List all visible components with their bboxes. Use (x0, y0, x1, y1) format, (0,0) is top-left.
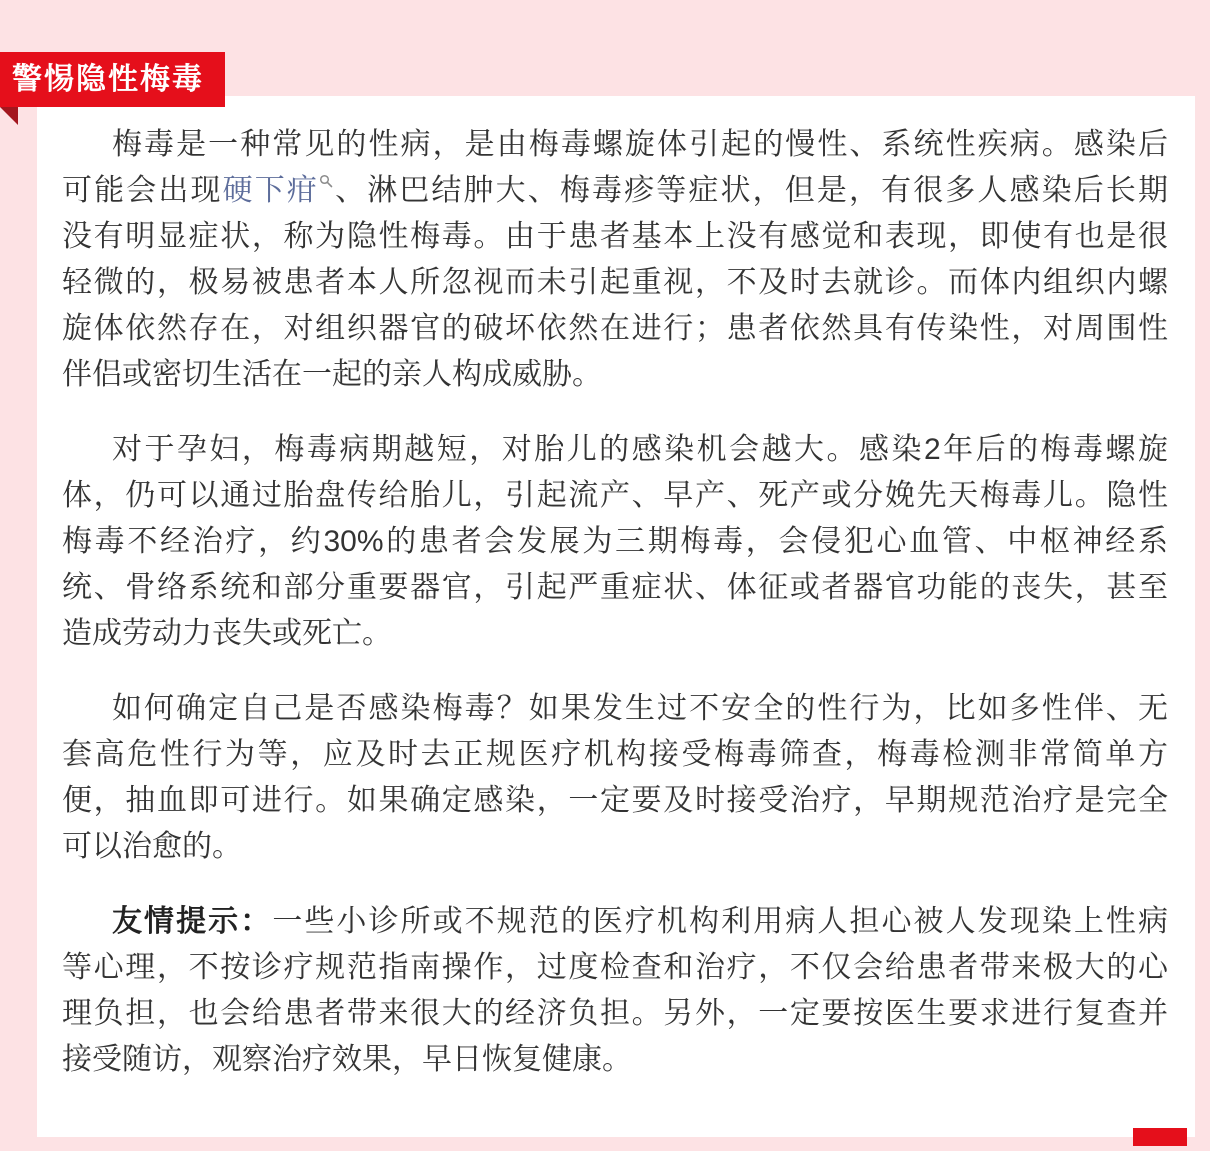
text-line: 接受随访，观察治疗效果，早日恢复健康。 (62, 1043, 632, 1076)
text-line: 体，仍可以通过胎盘传给胎儿，引起流产、早产、死产或分娩先天梅毒儿。隐性 (62, 479, 1168, 512)
term-link-chancre[interactable]: 硬下疳 (222, 174, 319, 207)
corner-accent-bar (1133, 1128, 1187, 1146)
tip-label: 友情提示： (112, 905, 273, 938)
text-line (62, 899, 1168, 945)
text-segment: 一些小诊所或不规范的医疗机构利用病人担心被人发现染上性病 (272, 905, 1168, 938)
text-line: 轻微的，极易被患者本人所忽视而未引起重视，不及时去就诊。而体内组织内螺 (62, 266, 1168, 299)
text-line: 对于孕妇，梅毒病期越短，对胎儿的感染机会越大。感染2年后的梅毒螺旋 (112, 433, 1168, 466)
section-title-tab (0, 52, 225, 107)
text-line: 梅毒不经治疗，约30%的患者会发展为三期梅毒，会侵犯心血管、中枢神经系 (62, 525, 1168, 558)
text-line: 如何确定自己是否感染梅毒？如果发生过不安全的性行为，比如多性伴、无 (112, 692, 1168, 725)
text-line: 造成劳动力丧失或死亡。 (62, 617, 392, 650)
paragraph-latent-syphilis (62, 122, 1168, 398)
text-line: 理负担，也会给患者带来很大的经济负担。另外，一定要按医生要求进行复查并 (62, 997, 1168, 1030)
page-title: 警惕隐性梅毒 (12, 63, 204, 96)
article-body (62, 122, 1168, 1112)
text-line: 可以治愈的。 (62, 830, 242, 863)
article-card (37, 96, 1195, 1137)
text-line: 梅毒是一种常见的性病，是由梅毒螺旋体引起的慢性、系统性疾病。感染后 (112, 128, 1168, 161)
text-line: 没有明显症状，称为隐性梅毒。由于患者基本上没有感觉和表现，即使有也是很 (62, 220, 1168, 253)
paragraph-screening (62, 686, 1168, 870)
text-segment: 可能会出现 (62, 174, 223, 207)
paragraph-pregnancy-risk (62, 427, 1168, 657)
paragraph-friendly-tip (62, 899, 1168, 1083)
text-line: 等心理，不按诊疗规范指南操作，过度检查和治疗，不仅会给患者带来极大的心 (62, 951, 1168, 984)
text-segment: 、淋巴结肿大、梅毒疹等症状，但是，有很多人感染后长期 (332, 174, 1168, 207)
search-icon[interactable] (319, 174, 333, 188)
text-line: 旋体依然存在，对组织器官的破坏依然在进行；患者依然具有传染性，对周围性 (62, 312, 1168, 345)
text-line: 套高危性行为等，应及时去正规医疗机构接受梅毒筛查，梅毒检测非常简单方 (62, 738, 1168, 771)
text-line (62, 168, 1168, 214)
text-line: 伴侣或密切生活在一起的亲人构成威胁。 (62, 358, 602, 391)
text-line: 便，抽血即可进行。如果确定感染，一定要及时接受治疗，早期规范治疗是完全 (62, 784, 1168, 817)
text-line: 统、骨络系统和部分重要器官，引起严重症状、体征或者器官功能的丧失，甚至 (62, 571, 1168, 604)
ribbon-fold (0, 107, 18, 125)
